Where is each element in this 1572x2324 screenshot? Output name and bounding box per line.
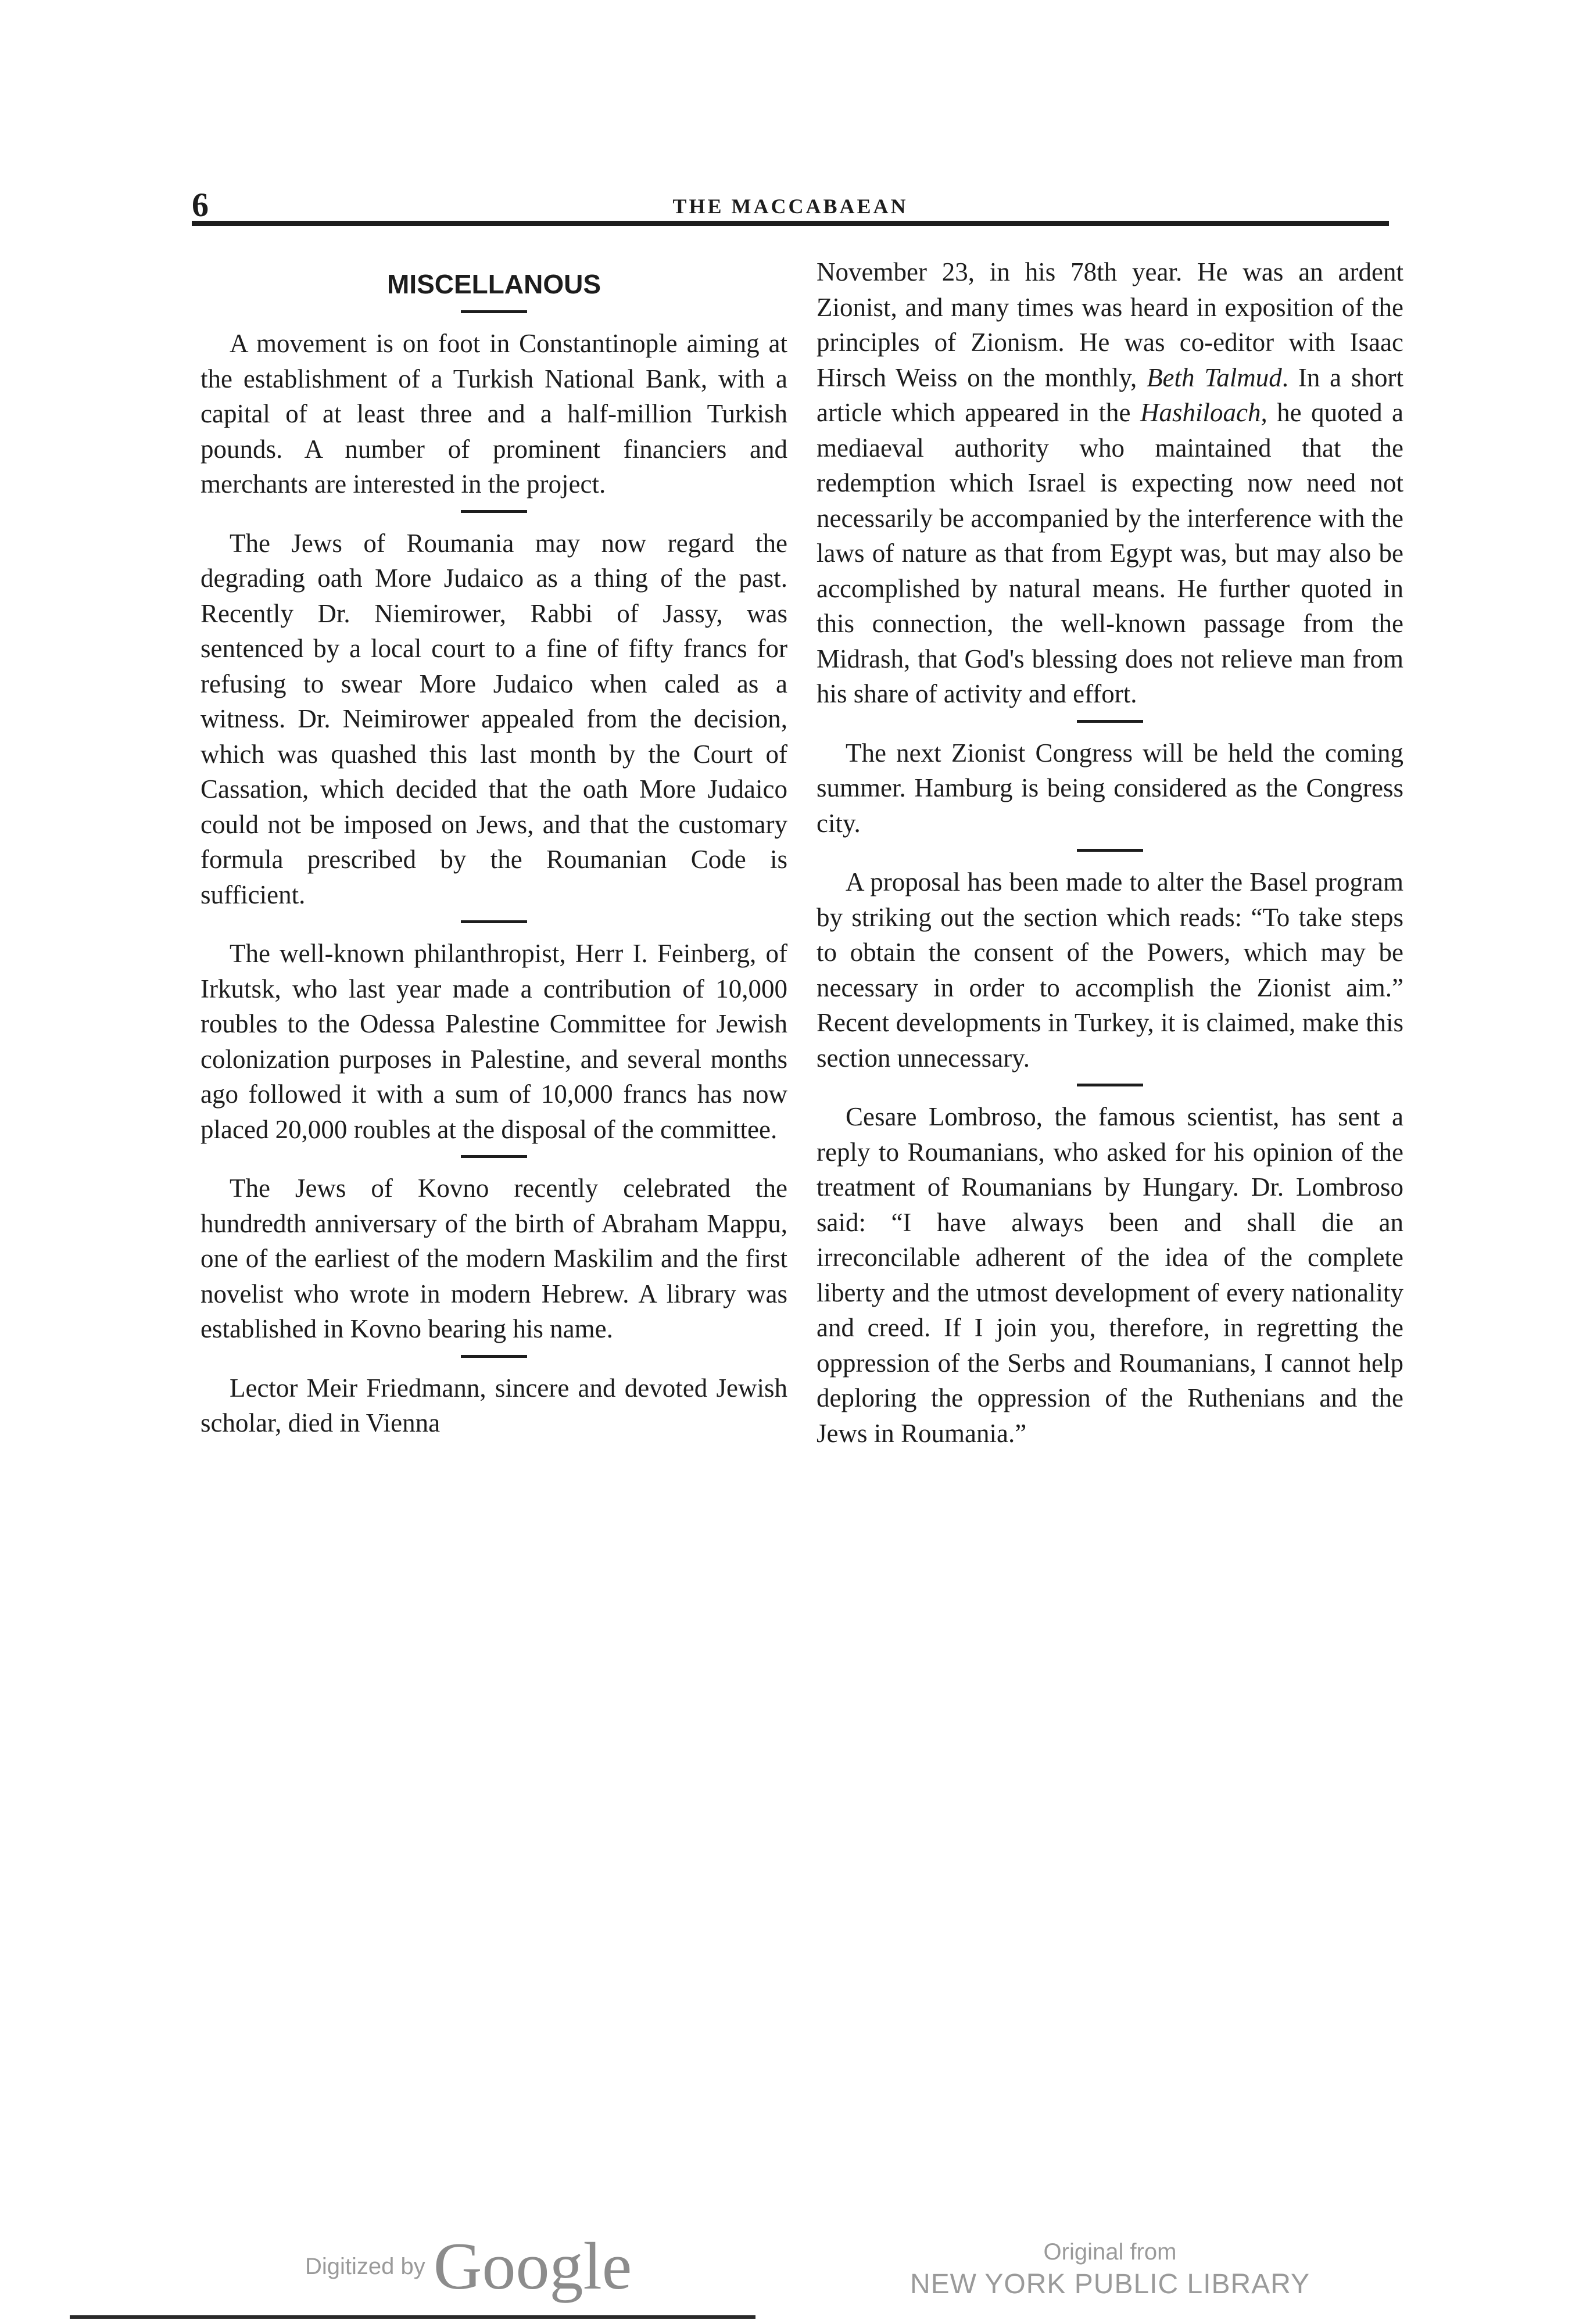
paragraph-zionist-congress: The next Zionist Congress will be held the coming summer. Hamburg is being considered as the Congress city. [817, 738, 1403, 838]
header-rule [192, 221, 1389, 226]
paragraph-basel-program: A proposal has been made to alter the Basel program by striking out the section which reads: “To take steps to obtain the consent of the Powers, which may be necessary in order to accomplish the Zionist aim.” Recent developments in Turkey, it is claimed, make this section unnecessary. [817, 867, 1403, 1073]
separator-rule [1077, 1084, 1143, 1086]
separator-rule [1077, 720, 1143, 723]
original-from-label: Original from [1043, 2239, 1177, 2265]
text-segment: November 23, in his 78th year. He was an ardent Zionist, and many times was heard in exposition of the principles of Zionism. He was co-editor with Isaac Hirsch Weiss on the monthly, [817, 257, 1403, 392]
paragraph-lombroso: Cesare Lombroso, the famous scientist, has sent a reply to Roumanians, who asked for his opinion of the treatment of Roumanians by Hungary. Dr. Lombroso said: “I have always been and shall die an irreconcilable adherent of the idea of the complete liberty and the utmost development of every nationality and creed. If I join you, therefore, in regretting the oppression of the Serbs and Roumanians, I cannot help deploring the oppression of the Ruthenians and the Jews in Roumania.” [817, 1102, 1403, 1448]
journal-title-beth-talmud: Beth Talmud [1147, 363, 1282, 392]
separator-rule [461, 920, 527, 923]
paragraph-feinberg: The well-known philanthropist, Herr I. Feinberg, of Irkutsk, who last year made a contribution of 10,000 roubles to the Odessa Palestine Committee for Jewish colonization purposes in Palestine, and several months ago followed it with a sum of 10,000 francs has now placed 20,000 roubles at the disposal of the committee. [200, 939, 787, 1144]
paragraph-friedmann-continued [817, 254, 1403, 712]
google-wordmark: Google [433, 2229, 632, 2304]
page-number: 6 [192, 186, 209, 224]
separator-rule [461, 1155, 527, 1158]
separator-rule [461, 510, 527, 513]
original-from-watermark [907, 2237, 1313, 2302]
digitized-by-watermark [305, 2228, 632, 2305]
text-segment: . In a short article which appeared in the [817, 363, 1404, 427]
paragraph-more-judaico: The Jews of Roumania may now regard the degrading oath More Judaico as a thing of the past. Recently Dr. Niemirower, Rabbi of Jassy, was sentenced by a local court to a fine of fifty francs for refusing to swear More Judaico when caled as a witness. Dr. Neimirower appealed from the decision, which was quashed this last month by the Court of Cassation, which decided that the oath More Judaico could not be imposed on Jews, and that the customary formula prescribed by the Roumanian Code is sufficient. [200, 528, 787, 909]
separator-rule [461, 1355, 527, 1358]
section-title: MISCELLANOUS [387, 269, 601, 299]
library-name: NEW YORK PUBLIC LIBRARY [909, 2269, 1310, 2300]
page-header [192, 187, 1389, 223]
journal-title-hashiloach: Hashiloach, [1140, 398, 1267, 427]
text-segment: he quoted a mediaeval authority who maintained that the redemption which Israel is expecting now need not necessarily be accompanied by the interference with the laws of nature as that from Egypt was, but may also be accomplished by natural means. He further quoted in this connection, the well-known passage from the Midrash, that God's blessing does not relieve man from his share of activity and effort. [817, 398, 1403, 708]
bottom-edge-rule [70, 2315, 755, 2319]
paragraph-friedmann: Lector Meir Friedmann, sincere and devoted Jewish scholar, died in Vienna [200, 1373, 787, 1437]
right-column [817, 254, 1403, 1451]
paragraph-mappu: The Jews of Kovno recently celebrated the hundredth anniversary of the birth of Abraham Mappu, one of the earliest of the modern Maskilim and the first novelist who wrote in modern Hebrew. A library was established in Kovno bearing his name. [200, 1174, 787, 1343]
separator-rule [461, 310, 527, 313]
digitized-by-label: Digitized by [305, 2254, 425, 2279]
separator-rule [1077, 849, 1143, 852]
paragraph-national-bank: A movement is on foot in Constantinople aiming at the establishment of a Turkish National Bank, with a capital of at least three and a half-million Turkish pounds. A number of prominent financiers and merchants are interested in the project. [200, 329, 787, 498]
running-title: THE MACCABAEAN [672, 195, 908, 218]
left-column [200, 256, 787, 1441]
